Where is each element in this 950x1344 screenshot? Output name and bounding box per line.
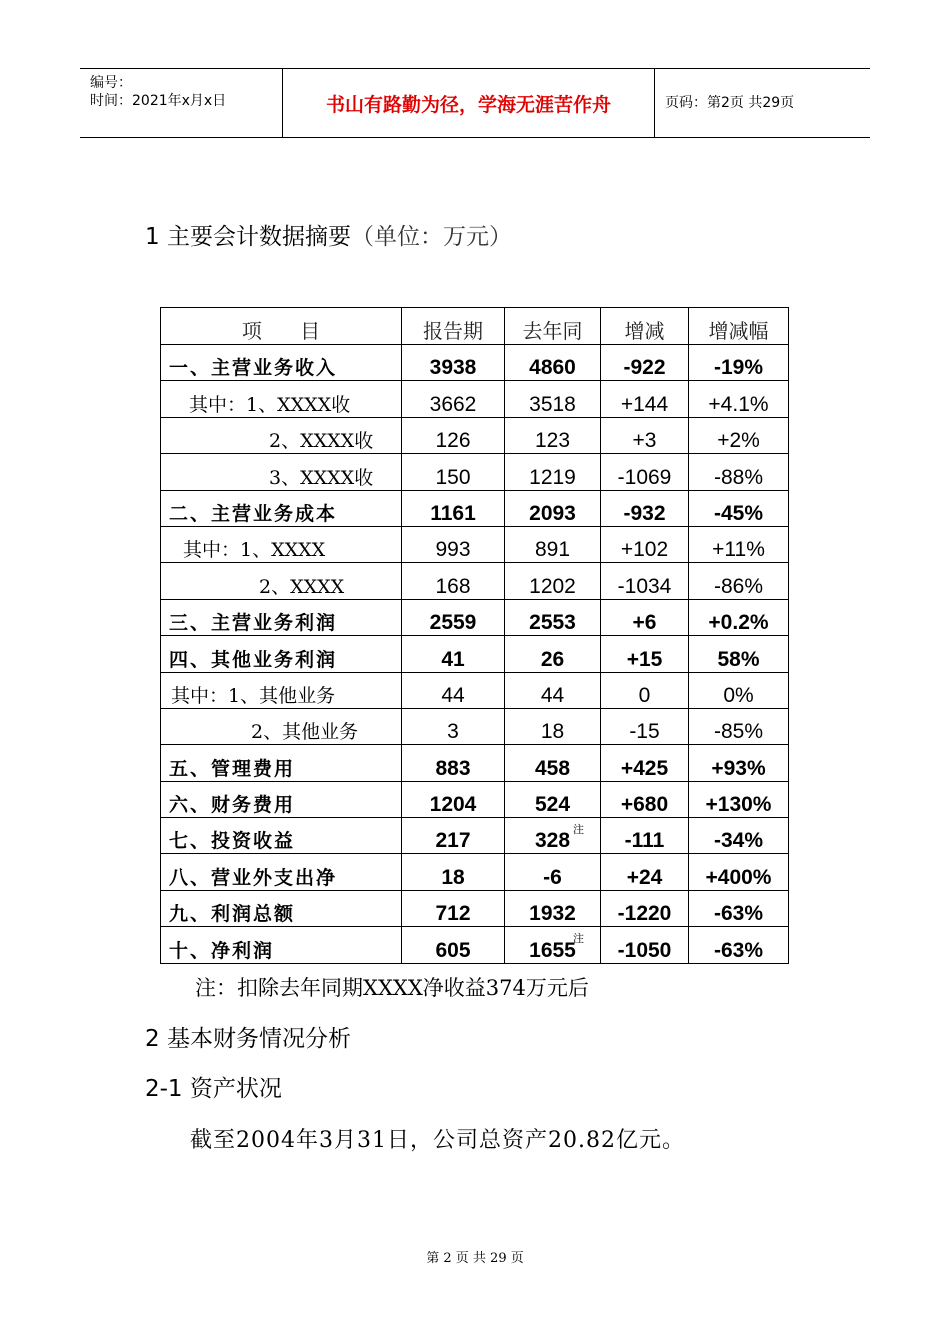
cell-value: 1161 [430,501,476,525]
row-label: 其中：1、其他业务 [161,672,402,708]
cell-value: 168 [435,574,471,598]
row-label: 二、主营业务成本 [161,490,402,526]
row-label: 五、管理费用 [161,745,402,781]
cell-value: 217 [435,829,471,853]
table-cell [601,890,689,926]
table-cell [601,526,689,562]
cell-value: 524 [534,793,571,817]
table-row [161,672,789,708]
table-cell [689,672,789,708]
cell-value: -1220 [617,902,672,926]
table-cell [601,745,689,781]
table-cell [601,454,689,490]
table-cell [601,490,689,526]
column-header: 报告期 [402,308,505,345]
table-cell [689,563,789,599]
table-row [161,854,789,890]
table-cell [402,818,505,854]
cell-value: -15 [629,720,660,744]
asset-paragraph: 截至2004年3月31日，公司总资产20.82亿元。 [190,1128,685,1153]
cell-value: 44 [441,683,465,707]
cell-value: +130% [705,793,772,817]
table-cell [402,417,505,453]
table-cell [689,854,789,890]
table-cell [689,927,789,963]
cell-value: 1204 [429,793,477,817]
cell-value: -922 [623,356,666,380]
table-cell [601,417,689,453]
cell-value: 3 [447,720,459,744]
table-cell [402,927,505,963]
column-header: 增减 [601,308,689,345]
cell-value: -19% [713,356,764,380]
table-cell [601,636,689,672]
table-cell [402,745,505,781]
cell-value: +425 [620,756,669,780]
cell-value: -111 [624,829,665,853]
cell-value: -6 [543,865,562,889]
cell-value: +3 [632,429,657,453]
row-label: 2、其他业务 [161,708,402,744]
cell-value: +680 [620,793,669,817]
cell-value: -34% [713,829,764,853]
cell-value: 3662 [429,392,477,416]
table-cell [402,708,505,744]
table-row [161,490,789,526]
column-header: 项 目 [161,308,402,345]
footnote-marker: 注 [573,933,584,946]
row-label: 2、XXXX [161,563,402,599]
cell-value: +144 [620,392,669,416]
cell-value: 2553 [529,611,576,635]
cell-value: 3938 [429,356,477,380]
cell-value: 993 [435,538,471,562]
cell-value: +2% [717,429,760,453]
cell-value: 0 [638,683,651,707]
table-cell [402,599,505,635]
table-cell [402,854,505,890]
table-row [161,599,789,635]
cell-value: -1050 [617,938,672,962]
cell-value: -63% [713,902,764,926]
table-cell [402,490,505,526]
table-cell [505,526,601,562]
table-row [161,781,789,817]
table-body [161,308,789,964]
cell-value: 1202 [529,574,576,598]
table-cell [601,927,689,963]
table-cell [689,599,789,635]
cell-value: 1655 [529,938,576,962]
row-label: 十、净利润 [161,927,402,963]
row-label: 九、利润总额 [161,890,402,926]
table-footnote: 注：扣除去年同期XXXX净收益374万元后 [195,976,589,1000]
row-label: 其中：1、XXXX收 [161,381,402,417]
cell-value: -86% [713,574,764,598]
row-label: 其中：1、XXXX [161,526,402,562]
row-label: 四、其他业务利润 [161,636,402,672]
cell-value: 891 [534,538,571,562]
table-cell [689,381,789,417]
table-cell [402,781,505,817]
cell-value: -1069 [617,465,672,489]
cell-value: 2093 [529,501,576,525]
cell-value: +11% [712,538,765,562]
table-row [161,381,789,417]
table-row [161,454,789,490]
row-label: 2、XXXX收 [161,417,402,453]
table-cell [689,636,789,672]
cell-value: 458 [534,756,571,780]
cell-value: -63% [713,938,764,962]
cell-value: 41 [441,647,465,671]
table-cell [505,454,601,490]
cell-value: -1034 [617,574,672,598]
cell-value: -932 [623,501,666,525]
table-cell [402,345,505,381]
cell-value: +4.1% [708,392,769,416]
table-cell [402,454,505,490]
cell-value: 123 [534,429,571,453]
header-motto-cell [283,69,655,137]
page-header [80,68,870,138]
table-cell [402,636,505,672]
table-cell [505,381,601,417]
cell-value: 883 [435,756,471,780]
table-cell [689,708,789,744]
table-cell [505,417,601,453]
table-row [161,745,789,781]
table-cell [505,890,601,926]
cell-value: +0.2% [708,611,769,635]
column-header: 去年同 [505,308,601,345]
cell-value: 712 [435,902,471,926]
cell-value: +6 [632,611,657,635]
table-header-row [161,308,789,345]
cell-value: 3518 [529,392,576,416]
row-label: 一、主营业务收入 [161,345,402,381]
table-cell [689,454,789,490]
financial-summary-table [160,307,789,964]
table-cell [689,417,789,453]
section-2-1-title: 2-1 资产状况 [145,1076,282,1102]
table-cell [689,781,789,817]
cell-value: 126 [435,429,471,453]
row-label: 八、营业外支出净 [161,854,402,890]
section-2-title: 2 基本财务情况分析 [145,1026,351,1052]
column-header: 增减幅 [689,308,789,345]
table-cell [505,854,601,890]
table-cell [402,672,505,708]
table-row [161,417,789,453]
section-1-unit: （单位：万元） [350,224,512,250]
table-cell [601,708,689,744]
cell-value: 18 [441,865,465,889]
row-label: 七、投资收益 [161,818,402,854]
table-cell [601,818,689,854]
table-cell [505,672,601,708]
table-cell [505,563,601,599]
cell-value: -85% [713,720,764,744]
section-1-title: 1 主要会计数据摘要 [145,224,351,250]
table-cell [689,345,789,381]
section-1-heading [145,218,512,251]
cell-value: 18 [540,720,565,744]
table-cell [505,818,601,854]
number-label: 编号： [90,75,132,91]
cell-value: 150 [435,465,471,489]
cell-value: 26 [540,647,565,671]
cell-value: 605 [435,938,471,962]
table-row [161,345,789,381]
cell-value: -88% [713,465,764,489]
table-cell [689,745,789,781]
table-cell [689,818,789,854]
table-cell [402,890,505,926]
table-cell [505,745,601,781]
table-row [161,818,789,854]
table-cell [601,854,689,890]
table-row [161,636,789,672]
table-row [161,563,789,599]
time-label: 时间：2021年x月x日 [90,93,227,109]
footnote-marker: 注 [573,824,584,837]
motto-text: 书山有路勤为径，学海无涯苦作舟 [325,93,611,116]
cell-value: 0% [723,683,754,707]
table-cell [402,526,505,562]
table-cell [505,345,601,381]
cell-value: 1219 [529,465,576,489]
table-cell [402,381,505,417]
table-cell [689,490,789,526]
table-cell [505,636,601,672]
table-row [161,708,789,744]
table-cell [689,890,789,926]
table-cell [505,599,601,635]
cell-value: 2559 [429,611,477,635]
row-label: 3、XXXX收 [161,454,402,490]
table-cell [689,526,789,562]
table-cell [601,563,689,599]
cell-value: +102 [620,538,669,562]
cell-value: +93% [711,756,766,780]
cell-value: 328 [534,829,571,853]
table-row [161,927,789,963]
row-label: 六、财务费用 [161,781,402,817]
table-cell [505,927,601,963]
table-cell [505,781,601,817]
table-row [161,890,789,926]
table-cell [601,381,689,417]
table-cell [601,599,689,635]
page-info: 页码：第2页 共29页 [665,95,795,111]
page-footer: 第 2 页 共 29 页 [426,1251,524,1266]
cell-value: +15 [626,647,663,671]
cell-value: 1932 [529,902,576,926]
cell-value: +24 [626,865,663,889]
table-cell [601,672,689,708]
row-label: 三、主营业务利润 [161,599,402,635]
cell-value: -45% [713,501,764,525]
cell-value: 58% [717,647,760,671]
table-cell [505,490,601,526]
cell-value: 4860 [529,356,576,380]
table-cell [402,563,505,599]
table-row [161,526,789,562]
table-cell [601,345,689,381]
header-meta-cell [80,69,283,137]
cell-value: 44 [540,683,565,707]
table-cell [601,781,689,817]
cell-value: +400% [705,865,772,889]
header-page-cell [655,69,870,137]
table-cell [505,708,601,744]
